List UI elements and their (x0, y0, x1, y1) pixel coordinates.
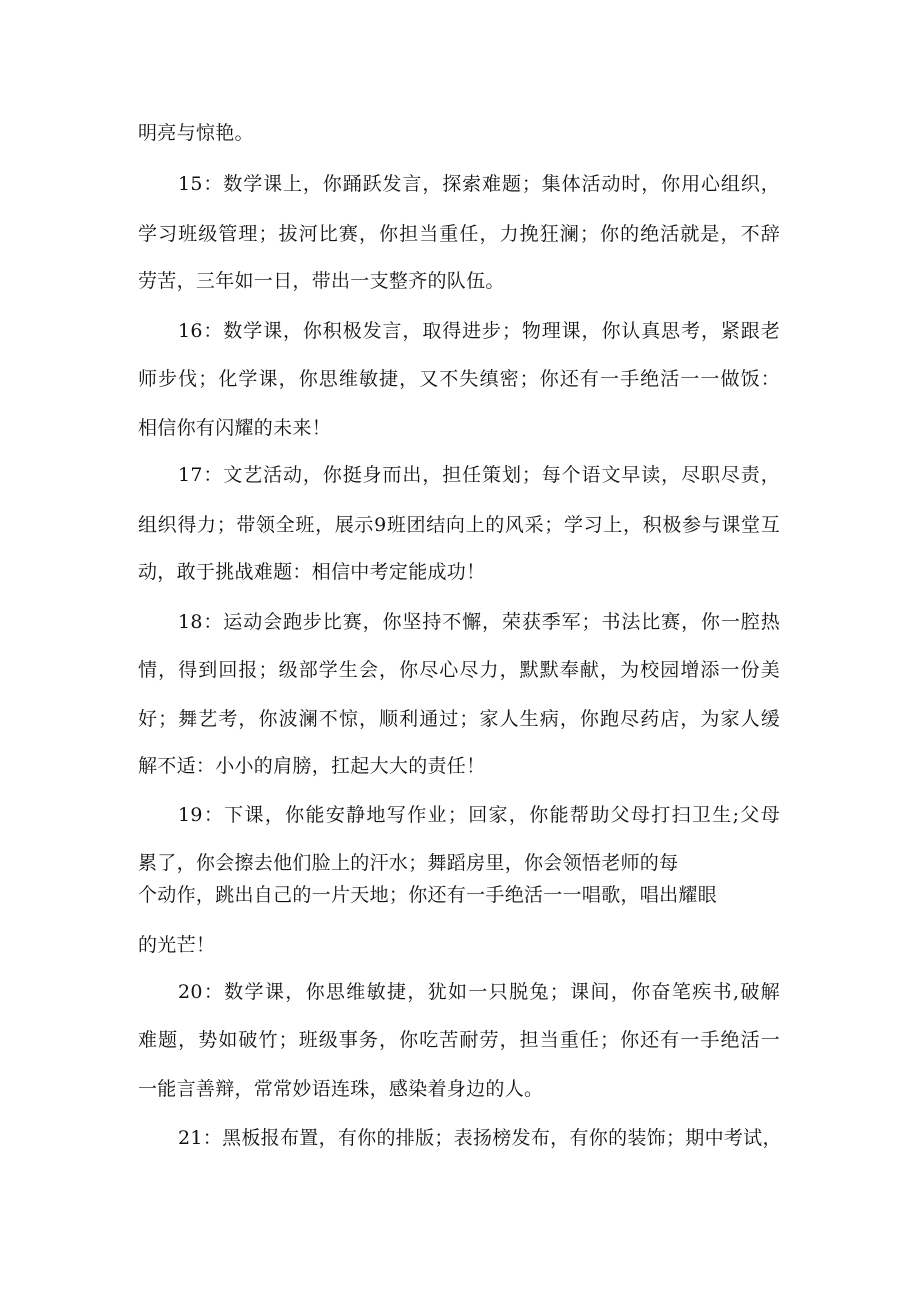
paragraph-19-line-2: 累了，你会擦去他们脸上的汗水；舞蹈房里，你会领悟老师的每 (138, 852, 679, 874)
paragraph-18-line-2: 情，得到回报；级部学生会，你尽心尽力，默默奉献，为校园增添一份美 (138, 659, 780, 681)
paragraph-19-line-4: 的光芒！ (138, 934, 216, 956)
paragraph-18-line-1: 18：运动会跑步比赛，你坚持不懈，荣获季军；书法比赛，你一腔热 (178, 611, 780, 633)
paragraph-16-line-1: 16：数学课，你积极发言，取得进步；物理课，你认真思考，紧跟老 (178, 320, 780, 342)
paragraph-19-line-1: 19：下课，你能安静地写作业；回家，你能帮助父母打扫卫生;父母 (178, 804, 780, 826)
paragraph-17-line-1: 17：文艺活动，你挺身而出，担任策划；每个语文早读，尽职尽责， (178, 464, 780, 486)
paragraph-15-line-1: 15：数学课上，你踊跃发言，探索难题；集体活动时，你用心组织， (178, 173, 780, 195)
paragraph-17-line-3: 动，敢于挑战难题：相信中考定能成功！ (138, 561, 486, 583)
paragraph-20-line-2: 难题，势如破竹；班级事务，你吃苦耐劳，担当重任；你还有一手绝活一 (138, 1029, 780, 1051)
paragraph-17-line-2: 组织得力；带领全班，展示9班团结向上的风采；学习上，积极参与课堂互 (138, 514, 780, 536)
paragraph-21-line-1: 21：黑板报布置，有你的排版；表扬榜发布，有你的装饰；期中考试， (178, 1127, 782, 1149)
paragraph-20-line-1: 20：数学课，你思维敏捷，犹如一只脱兔；课间，你奋笔疾书,破解 (178, 981, 780, 1003)
paragraph-15-line-2: 学习班级管理；拔河比赛，你担当重任，力挽狂澜；你的绝活就是，不辞 (138, 223, 780, 245)
paragraph-18-line-4: 解不适：小小的肩膀，扛起大大的责任！ (138, 755, 486, 777)
paragraph-15-line-3: 劳苦，三年如一日，带出一支整齐的队伍。 (138, 270, 505, 292)
text-line: 明亮与惊艳。 (138, 122, 254, 144)
paragraph-18-line-3: 好；舞艺考，你波澜不惊，顺利通过；家人生病，你跑尽药店，为家人缓 (138, 708, 780, 730)
paragraph-19-line-3: 个动作，跳出自己的一片天地；你还有一手绝活一一唱歌，唱出耀眼 (138, 884, 718, 906)
paragraph-20-line-3: 一能言善辩，常常妙语连珠，感染着身边的人。 (138, 1078, 544, 1100)
paragraph-16-line-2: 师步伐；化学课，你思维敏捷，又不失缜密；你还有一手绝活一一做饭： (138, 368, 780, 390)
paragraph-16-line-3: 相信你有闪耀的未来！ (138, 417, 332, 439)
